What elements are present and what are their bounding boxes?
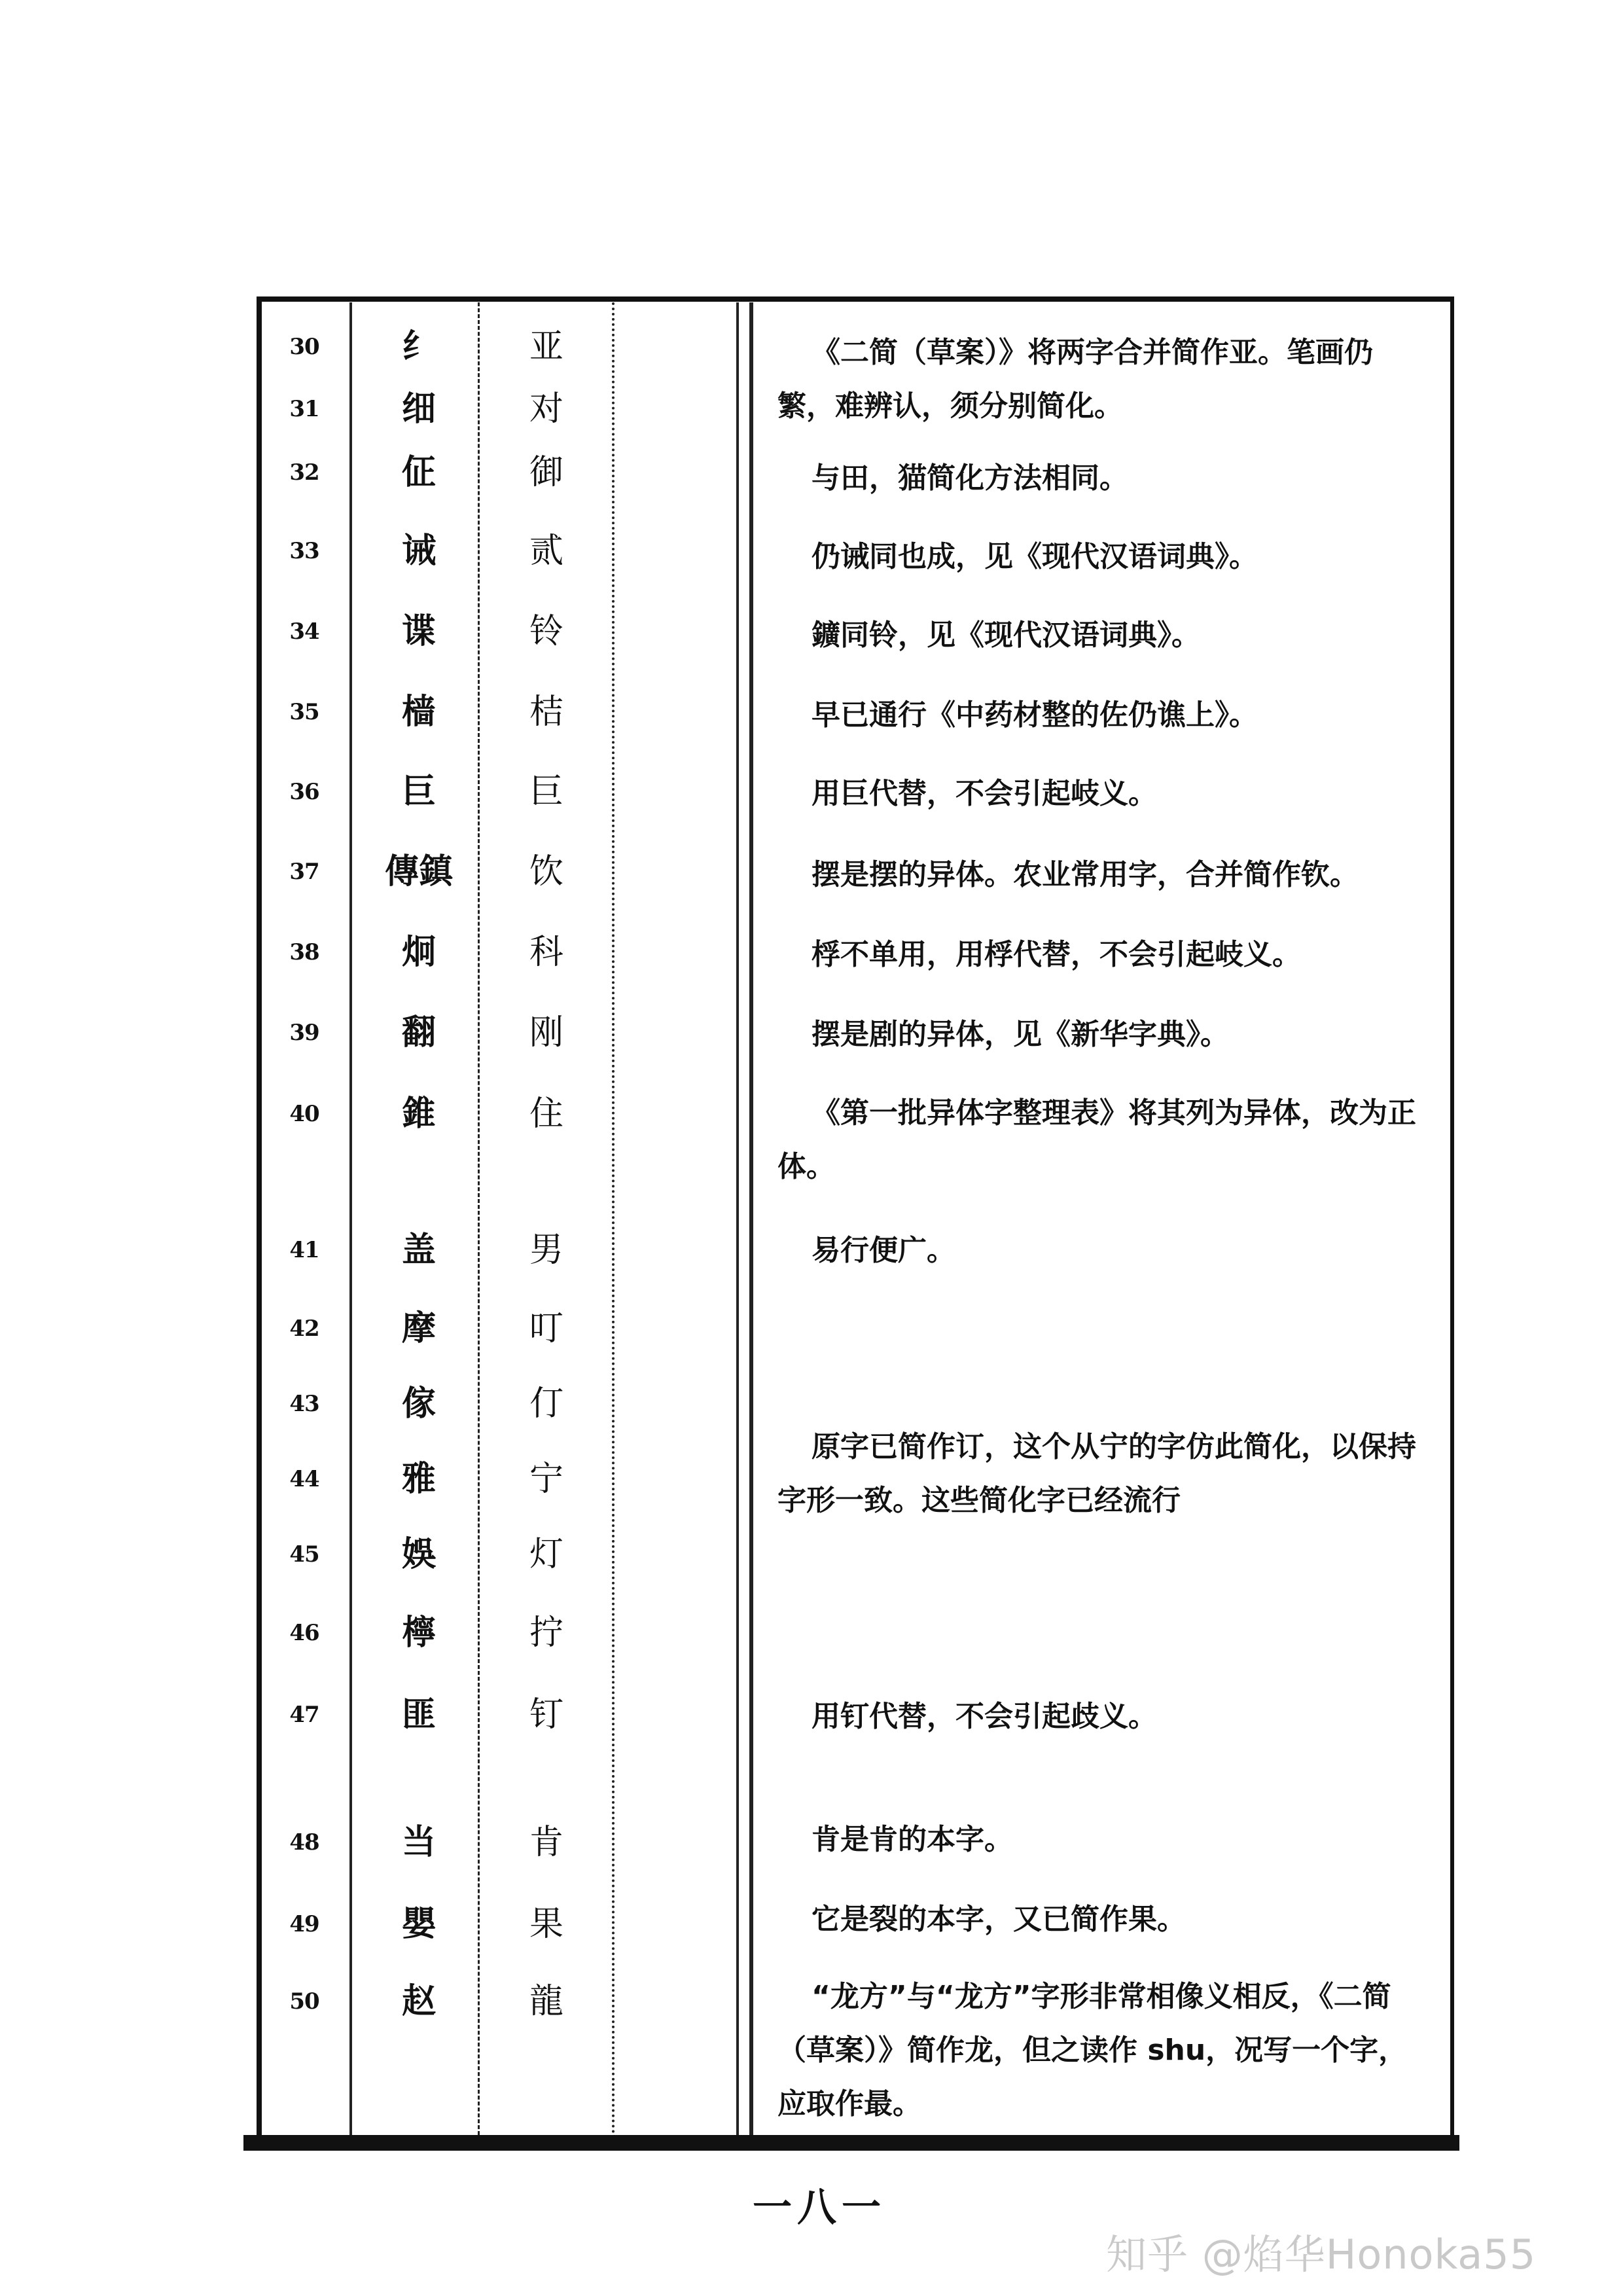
table-bottom-rule [243,2135,1459,2151]
row-number: 35 [289,699,319,725]
row-number: 49 [289,1911,319,1937]
original-character: 傢 [401,1384,436,1424]
column-divider [736,302,739,2135]
simplified-character: 科 [529,933,563,972]
row-number: 36 [289,779,319,805]
original-character: 诫 [401,531,436,571]
note-text: “龙方”与“龙方”字形非常相像义相反，《二简（草案）》简作龙，但之读作 shu，况写一个字，应取作最。 [777,1980,1408,2121]
note-text: 早已通行《中药材整的佐仍谯上》。 [812,698,1258,732]
simplified-character: 男 [529,1230,563,1270]
row-number: 30 [289,334,319,360]
original-character: 嬰 [401,1904,436,1944]
row-number: 44 [289,1466,319,1492]
watermark: 知乎 @焰华Honoka55 [1106,2231,1537,2278]
original-character: 雅 [401,1459,436,1499]
simplified-character: 对 [529,389,563,429]
original-character: 傳鎮 [384,852,453,891]
original-character: 佂 [401,452,436,492]
simplified-character: 龍 [529,1982,563,2021]
original-character: 当 [401,1822,436,1862]
note-text: 摆是摆的异体。农业常用字，合并简作钦。 [812,858,1359,891]
original-character: 炯 [401,932,436,972]
original-character: 翻 [401,1013,436,1052]
original-character: 匪 [401,1695,436,1734]
row-number: 41 [289,1237,319,1263]
simplified-character: 灯 [529,1535,563,1574]
column-divider [612,302,615,2135]
simplified-character: 饮 [529,852,563,891]
note-text: 它是裂的本字，又已简作果。 [812,1903,1186,1936]
row-number: 48 [289,1829,319,1856]
original-character: 盖 [401,1230,436,1270]
note-text: 原字已简作订，这个从宁的字仿此简化，以保持字形一致。这些简化字已经流行 [777,1430,1416,1517]
column-divider [478,302,480,2135]
simplified-character: 仃 [529,1384,563,1424]
simplified-character: 拧 [529,1613,563,1653]
note-text: 肯是肯的本字。 [812,1823,1013,1856]
row-number: 32 [289,459,319,486]
row-number: 34 [289,619,319,645]
row-number: 33 [289,538,319,564]
column-divider [349,302,352,2135]
note-text: 用巨代替，不会引起岐义。 [812,777,1157,810]
row-number: 38 [289,939,319,965]
page-number: 一八一 [753,2185,886,2231]
simplified-character: 果 [529,1905,563,1944]
simplified-character: 刚 [529,1013,563,1052]
simplified-character: 宁 [529,1460,563,1499]
original-character: 錐 [401,1094,436,1134]
original-character: 纟 [401,327,436,367]
note-text: 桴不单用，用桴代替，不会引起岐义。 [812,938,1301,971]
row-number: 43 [289,1391,319,1417]
simplified-character: 亚 [529,327,563,367]
note-text: 《第一批异体字整理表》将其列为异体，改为正体。 [777,1096,1416,1183]
row-number: 47 [289,1702,319,1728]
original-character: 摩 [401,1308,436,1348]
column-divider [749,302,753,2135]
note-text: 摆是剧的异体，见《新华字典》。 [812,1018,1229,1051]
note-text: 鑛同铃，见《现代汉语词典》。 [812,619,1200,652]
simplified-character: 巨 [529,772,563,812]
original-character: 细 [401,389,436,429]
original-character: 谍 [401,611,436,651]
simplified-character: 叮 [529,1309,563,1348]
original-character: 赵 [401,1981,436,2021]
simplified-character: 铃 [529,612,563,651]
simplified-character: 住 [529,1094,563,1134]
row-number: 42 [289,1316,319,1342]
row-number: 39 [289,1020,319,1046]
row-number: 31 [289,396,319,422]
row-number: 37 [289,859,319,885]
row-number: 50 [289,1988,319,2015]
original-character: 巨 [401,772,436,812]
note-text: 《二简（草案）》将两字合并简作亚。笔画仍繁，难辨认，须分别简化。 [777,336,1373,423]
original-character: 樯 [401,692,436,732]
simplified-character: 贰 [529,531,563,571]
row-number: 46 [289,1620,319,1646]
simplified-character: 钉 [529,1695,563,1734]
original-character: 檸 [401,1613,436,1653]
simplified-character: 肯 [529,1823,563,1862]
simplified-character: 桔 [529,692,563,732]
note-text: 与田，猫简化方法相同。 [812,461,1128,495]
row-number: 40 [289,1101,319,1127]
row-number: 45 [289,1541,319,1568]
simplified-character: 御 [529,453,563,492]
note-text: 用钉代替，不会引起歧义。 [812,1700,1157,1733]
note-text: 易行便广。 [812,1234,955,1267]
note-text: 仍诫同也成，见《现代汉语词典》。 [812,540,1258,573]
original-character: 娛 [401,1534,436,1574]
